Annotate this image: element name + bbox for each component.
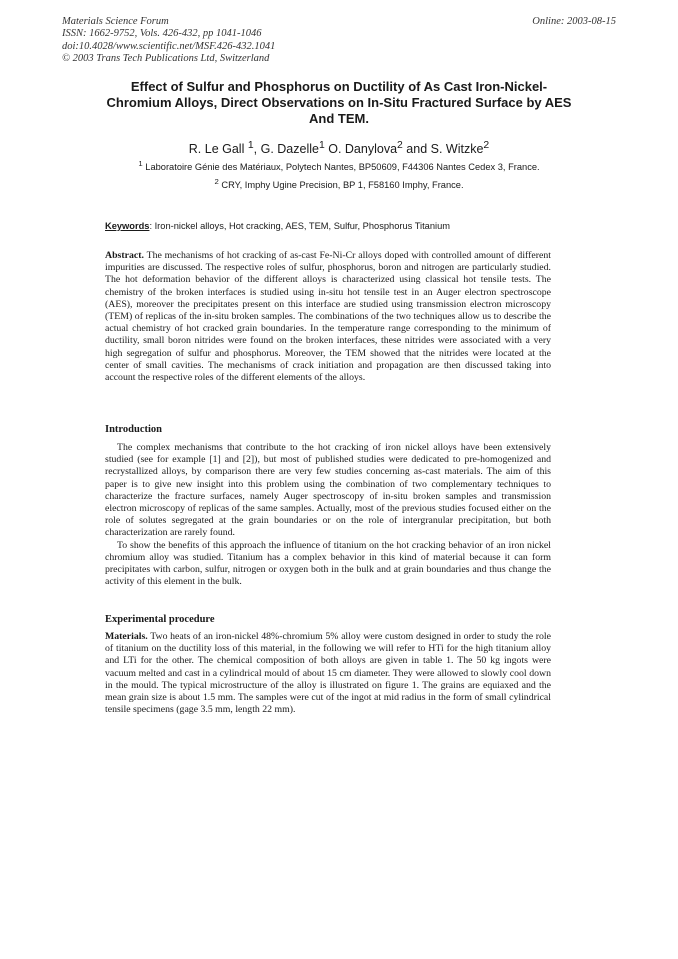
affiliation-mark: 2	[214, 177, 219, 186]
keywords-text: : Iron-nickel alloys, Hot cracking, AES, TEM, Sulfur, Phosphorus Titanium	[149, 221, 450, 231]
keywords-label: Keywords	[105, 221, 150, 231]
experimental-heading: Experimental procedure	[105, 614, 215, 625]
author-affiliation-mark: 1	[247, 140, 254, 151]
introduction-heading: Introduction	[105, 424, 162, 435]
abstract-label: Abstract.	[105, 250, 144, 261]
author-name: R. Le Gall	[188, 142, 245, 157]
author-affiliation-mark: 1	[318, 140, 325, 151]
keywords-line	[105, 220, 450, 232]
journal-header	[62, 16, 275, 65]
paper-title: Effect of Sulfur and Phosphorus on Ductility of As Cast Iron-Nickel-Chromium Alloys, Direct Observations on In-Situ Fractured Surface by AES And TEM.	[106, 79, 572, 126]
materials-label: Materials.	[105, 631, 148, 642]
introduction-paragraph-2: To show the benefits of this approach the influence of titanium on the hot cracking behavior of an iron nickel chromium alloy was studied. Titanium has a complex behavior in this kind of material because it can form precipitates with carbon, sulfur, nitrogen or oxygen both in the bulk and at grain boundaries and thus change the activity of this element in the bulk.	[105, 539, 551, 588]
online-date: Online: 2003-08-15	[532, 16, 616, 27]
materials-text: Two heats of an iron-nickel 48%-chromium 5% alloy were custom designed in order to study the role of titanium on the ductility loss of this material, in the following we will refer to HTi for the high titanium alloy and LTi for the other. The chemical composition of both alloys are given in table 1. The 50 kg ingots were vacuum melted and cast in a cylindrical mould of about 15 cm diameter. They were allowed to slowly cool down in the mould. The typical microstructure of the alloy is illustrated on figure 1. The grains are equiaxed and the mean grain size is about 1.5 mm. The samples were cut of the ingot at mid radius in the form of small cylindrical tensile specimens (gage 3.5 mm, length 22 mm).	[105, 631, 551, 716]
affiliation-text: Laboratoire Génie des Matériaux, Polytech Nantes, BP50609, F44306 Nantes Cedex 3, France.	[145, 162, 540, 173]
copyright-line: © 2003 Trans Tech Publications Ltd, Switzerland	[62, 52, 270, 64]
affiliation-text: CRY, Imphy Ugine Precision, BP 1, F58160 Imphy, France.	[221, 180, 464, 191]
author-affiliation-mark: 2	[483, 140, 490, 151]
introduction-paragraph-1: The complex mechanisms that contribute to the hot cracking of iron nickel alloys have been extensively studied (see for example [1] and [2]), but most of published studies were dedicated to pre-homogenized and recrystallized alloys, by comparison there are very few studies concerning as-cast materials. The aim of this paper is to give new insight into this problem using the combination of two complementary techniques to characterize the fracture surfaces, namely Auger spectroscopy of in-situ broken samples and transmission electron microscopy of replicas of the same samples. Actually, most of the previous studies focused either on the role of solutes segregated at the grain boundaries or on the role of intergranular precipitation, but both characterization are rarely found.	[105, 442, 551, 539]
issn-line: ISSN: 1662-9752, Vols. 426-432, pp 1041-1046	[62, 28, 262, 40]
abstract-block	[105, 250, 551, 384]
introduction-body	[105, 442, 551, 588]
journal-name: Materials Science Forum	[62, 16, 169, 27]
affiliation-2	[62, 176, 616, 191]
author-name: , G. Dazelle	[253, 142, 319, 157]
materials-section	[105, 631, 551, 716]
affiliation-1	[62, 158, 616, 173]
author-list	[62, 138, 616, 157]
author-name: and S. Witzke	[402, 142, 484, 157]
doi-line: doi:10.4028/www.scientific.net/MSF.426-432.1041	[62, 40, 276, 52]
author-name: O. Danylova	[324, 142, 398, 157]
author-affiliation-mark: 2	[397, 140, 403, 151]
affiliation-mark: 1	[138, 159, 143, 168]
abstract-text: The mechanisms of hot cracking of as-cast Fe-Ni-Cr alloys doped with controlled amount of different impurities are discussed. The respective roles of sulfur, phosphorus, boron and nitrogen are particularly studied. The hot deformation behavior of the different alloys is characterized using classical hot tensile tests. The chemistry of the broken interfaces is studied using in-situ hot tensile test in an Auger electron spectroscope (AES), moreover the precipitates present on this interface are studied using transmission electron microscopy (TEM) of replicas of the in-situ broken samples. The combinations of the two techniques allow us to describe the actual chemistry of hot cracked grain boundaries. In the temperature range corresponding to the minimum of ductility, small boron nitrides were found on the broken interfaces, these nitrides were associated with a very high segregation of sulfur and phosphorus. Moreover, the TEM showed that the nitrides were located at the center of small cavities. The mechanisms of crack initiation and propagation are then discussed taking into account the respective roles of the different elements of the alloys.	[105, 250, 551, 384]
